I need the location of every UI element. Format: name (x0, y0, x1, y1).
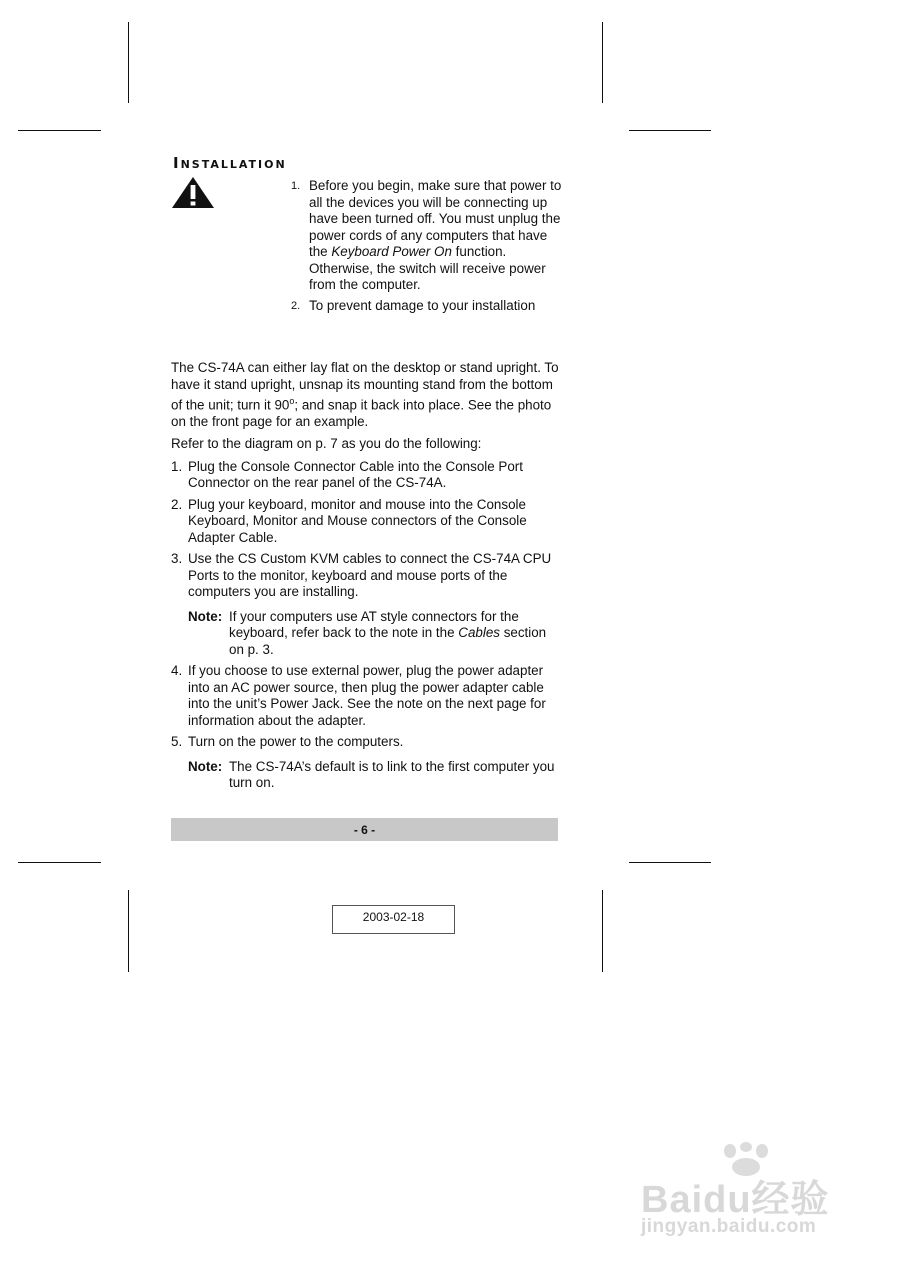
warning-item-text: Before you begin, make sure that power to all the devices you will be connecting up have been turned off. You must unplug the power cords of any computers that have the Keyboard Power On function. Otherwise, the switch will receive power from the computer. (309, 178, 562, 292)
page-number-bar: - 6 - (171, 818, 558, 841)
step-item: 2. Plug your keyboard, monitor and mouse into the Console Keyboard, Monitor and Mouse connectors of the Console Adapter Cable. (171, 496, 527, 545)
note-text: If your computers use AT style connectors for the keyboard, refer back to the note in the Cables section on p. 3. (229, 608, 547, 657)
note-box (188, 609, 561, 659)
date-stamp: 2003-02-18 (332, 905, 455, 934)
step-item: 5. Turn on the power to the computers. (171, 734, 404, 750)
warning-item-number: 1. (291, 180, 301, 192)
crop-mark (18, 862, 101, 863)
crop-mark (128, 22, 129, 103)
crop-mark (128, 890, 129, 972)
note-box (188, 759, 561, 792)
watermark-logo: Baidu经验 (641, 1179, 830, 1221)
step-item: 4. If you choose to use external power, plug the power adapter into an AC power source, then plug the power adapter cable into the unit’s Power Jack. See the note on the next page for information about the adapter. (171, 663, 546, 728)
step-item: 3. Use the CS Custom KVM cables to connect the CS-74A CPU Ports to the monitor, keyboard and mouse ports of the computers you are installing. (171, 551, 552, 600)
crop-mark (18, 130, 101, 131)
note-label: Note: (188, 608, 223, 624)
diagram-reference: Refer to the diagram on p. 7 as you do the following: (171, 436, 482, 452)
note-label: Note: (188, 758, 223, 774)
crop-mark (629, 862, 711, 863)
crop-mark (602, 22, 603, 103)
page-title: Installation (173, 154, 287, 172)
warning-triangle-icon (171, 176, 215, 209)
body-content (171, 360, 561, 797)
warning-item (291, 298, 563, 315)
warning-item (291, 178, 563, 294)
warning-item-number: 2. (291, 299, 301, 312)
crop-mark (602, 890, 603, 972)
watermark-url: jingyan.baidu.com (641, 1216, 817, 1237)
warning-list (291, 178, 563, 318)
warning-item-text: To prevent damage to your installation (309, 297, 536, 313)
crop-mark (629, 130, 711, 131)
watermark (641, 1140, 856, 1245)
step-item: 1. Plug the Console Connector Cable into the Console Port Connector on the rear panel of the CS-74A. (171, 458, 523, 491)
note-text: The CS-74A’s default is to link to the first computer you turn on. (229, 758, 555, 791)
intro-paragraph: The CS-74A can either lay flat on the desktop or stand upright. To have it stand upright, unsnap its mounting stand from the bottom of the unit; turn it 90$^o$; and snap it back into place. See the photo on the front page for an example. (171, 360, 559, 429)
